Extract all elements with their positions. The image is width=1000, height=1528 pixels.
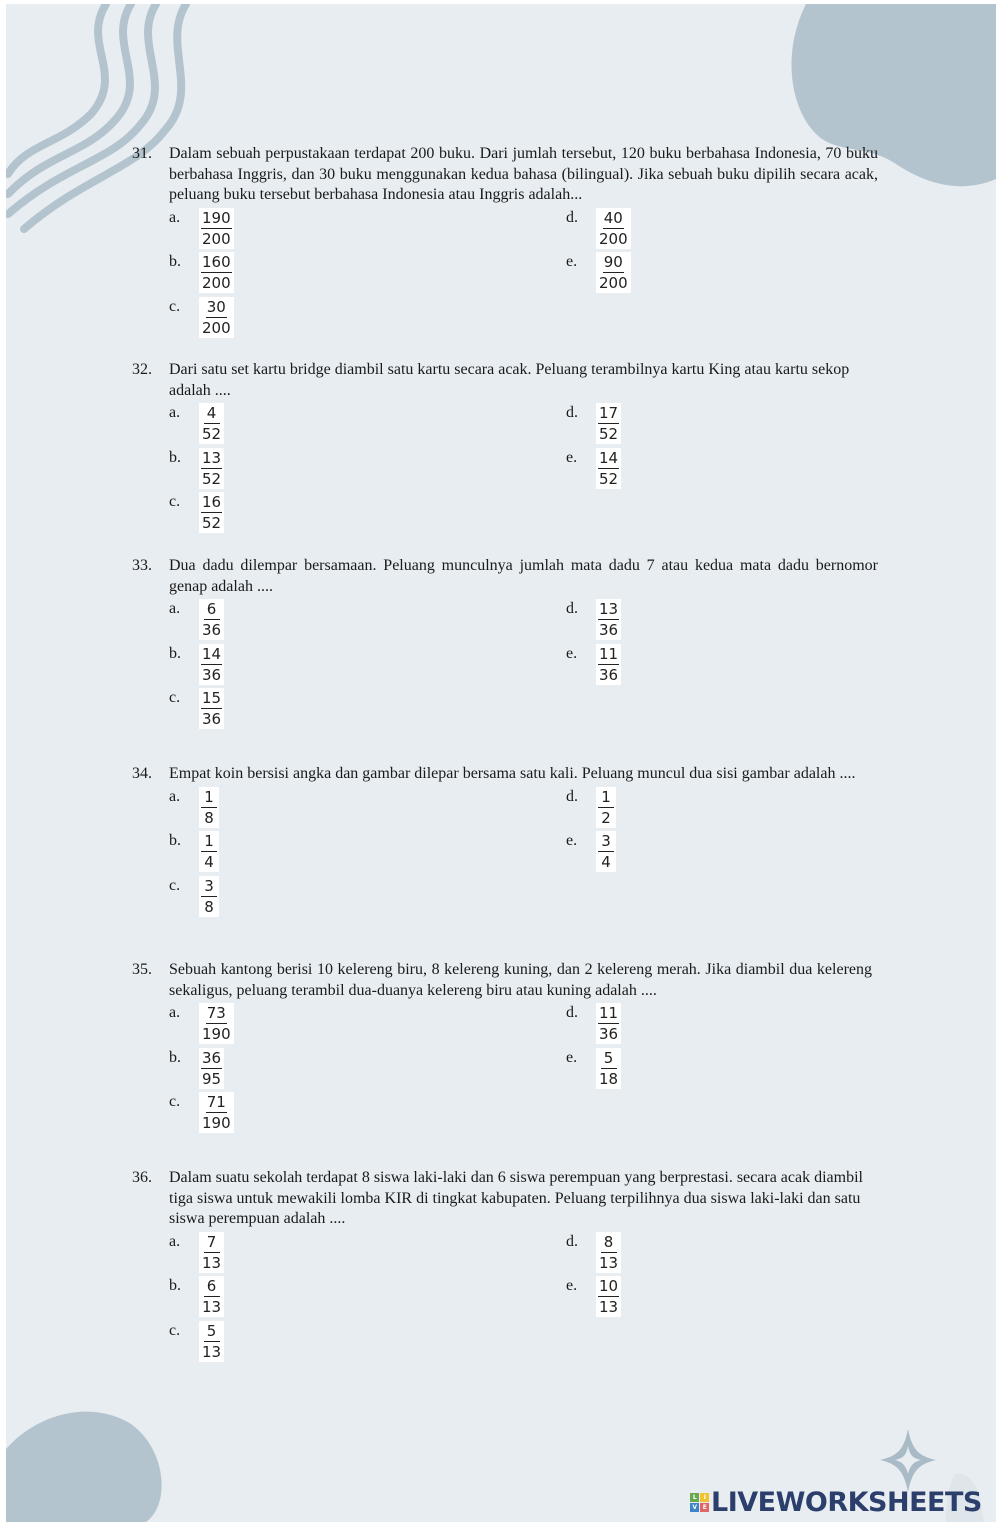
option-e[interactable]: [566, 1048, 766, 1092]
numerator: 1: [201, 787, 217, 808]
numerator: 13: [202, 448, 222, 467]
numerator: 14: [202, 644, 222, 663]
option-letter: b.: [169, 832, 181, 849]
fraction: [596, 252, 631, 293]
option-c[interactable]: [169, 688, 566, 732]
answer-options: [169, 599, 878, 732]
denominator: 36: [202, 665, 222, 684]
option-letter: c.: [169, 876, 181, 894]
option-letter: d.: [566, 787, 578, 805]
fraction: [596, 1003, 621, 1044]
option-letter: e.: [566, 1048, 578, 1066]
fraction: [199, 876, 219, 917]
liveworksheets-logo[interactable]: [690, 1487, 982, 1518]
option-d[interactable]: [566, 1232, 766, 1276]
fraction: [596, 448, 621, 489]
question-text: Sebuah kantong berisi 10 kelereng biru, 8 kelereng kuning, dan 2 kelereng merah. Jika diambil dua kelereng sekaligus, peluang terambil dua-duanya kelereng biru atau kuning adalah ....: [169, 961, 872, 999]
numerator: 190: [202, 208, 231, 227]
bottom-left-blob: [6, 1412, 162, 1522]
question-33: [132, 556, 878, 732]
fraction: [199, 1232, 224, 1273]
option-a[interactable]: [169, 787, 566, 831]
numerator: 90: [603, 253, 623, 271]
fraction: [596, 1048, 621, 1089]
logo-mark-square: E: [700, 1503, 709, 1512]
option-letter: d.: [566, 1004, 578, 1021]
denominator: 36: [202, 710, 222, 728]
denominator: 8: [204, 897, 214, 916]
numerator: 3: [598, 831, 614, 852]
answer-options: [169, 787, 890, 920]
denominator: 2: [601, 808, 611, 827]
option-b[interactable]: [169, 252, 566, 296]
option-c[interactable]: [169, 1321, 566, 1365]
option-c[interactable]: [169, 297, 566, 341]
option-letter: c.: [169, 1093, 181, 1110]
fraction: [199, 1048, 224, 1089]
option-b[interactable]: [169, 1276, 566, 1320]
denominator: 52: [202, 514, 222, 532]
option-a[interactable]: [169, 1003, 566, 1047]
fraction: [199, 297, 234, 338]
fraction: [596, 403, 621, 444]
question-number: 33.: [132, 557, 152, 574]
option-letter: d.: [566, 404, 578, 421]
numerator: 8: [601, 1232, 617, 1253]
numerator: 5: [601, 1048, 617, 1069]
option-letter: c.: [169, 493, 181, 510]
logo-mark-square: V: [690, 1503, 699, 1512]
option-letter: b.: [169, 1277, 181, 1294]
numerator: 160: [202, 253, 231, 271]
denominator: 36: [599, 621, 619, 639]
option-e[interactable]: [566, 644, 766, 688]
fraction: [199, 831, 219, 872]
numerator: 71: [206, 1093, 226, 1111]
denominator: 13: [599, 1298, 619, 1316]
option-d[interactable]: [566, 208, 766, 252]
numerator: 36: [202, 1048, 222, 1067]
fraction: [596, 599, 621, 640]
option-letter: d.: [566, 600, 578, 617]
fraction: [199, 252, 234, 293]
denominator: 52: [202, 469, 222, 488]
option-letter: b.: [169, 644, 181, 662]
answer-options: [169, 1232, 878, 1365]
denominator: 36: [202, 621, 222, 639]
answer-options: [169, 403, 878, 536]
option-letter: d.: [566, 208, 578, 226]
denominator: 200: [202, 318, 231, 337]
option-d[interactable]: [566, 403, 766, 447]
option-letter: c.: [169, 297, 181, 315]
option-letter: a.: [169, 787, 181, 805]
numerator: 11: [599, 644, 619, 663]
denominator: 190: [202, 1114, 231, 1132]
fraction: [199, 1276, 224, 1317]
fraction: [199, 644, 224, 685]
option-letter: e.: [566, 832, 578, 849]
fraction: [596, 644, 621, 685]
denominator: 4: [601, 853, 611, 871]
fraction: [199, 688, 224, 729]
option-letter: b.: [169, 448, 181, 466]
question-35: [132, 960, 878, 1136]
denominator: 13: [202, 1253, 222, 1272]
question-text: Dari satu set kartu bridge diambil satu kartu secara acak. Peluang terambilnya kartu King atau kartu sekop adalah ....: [169, 361, 850, 399]
numerator: 16: [202, 493, 222, 511]
option-letter: e.: [566, 448, 578, 466]
fraction: [199, 403, 224, 444]
option-b[interactable]: [169, 1048, 566, 1092]
fraction: [596, 208, 631, 249]
option-letter: a.: [169, 600, 181, 617]
option-d[interactable]: [566, 599, 766, 643]
fraction: [596, 1232, 621, 1273]
fraction: [199, 787, 219, 828]
fraction: [596, 831, 616, 872]
fraction: [199, 1003, 234, 1044]
denominator: 36: [599, 1025, 619, 1043]
denominator: 52: [599, 469, 619, 488]
fraction: [199, 599, 224, 640]
logo-mark-square: I: [700, 1493, 709, 1502]
numerator: 6: [204, 599, 220, 620]
option-c[interactable]: [169, 1092, 566, 1136]
option-a[interactable]: [169, 403, 566, 447]
fraction: [199, 208, 234, 249]
numerator: 11: [599, 1004, 619, 1022]
denominator: 200: [599, 274, 628, 292]
question-text: Dalam sebuah perpustakaan terdapat 200 buku. Dari jumlah tersebut, 120 buku berbahasa Indonesia, 70 buku berbahasa Inggris, dan 30 buku menggunakan kedua bahasa (bilingual). Jika sebuah buku dipilih secara acak, peluang buku tersebut berbahasa Indonesia atau Inggris adalah...: [169, 145, 878, 203]
denominator: 200: [202, 229, 231, 248]
fraction: [596, 1276, 621, 1317]
fraction: [596, 787, 616, 828]
denominator: 4: [204, 853, 214, 871]
worksheet-page: [6, 4, 996, 1522]
denominator: 52: [202, 425, 222, 443]
option-letter: b.: [169, 1048, 181, 1066]
answer-options: [169, 1003, 878, 1136]
option-b[interactable]: [169, 644, 566, 688]
numerator: 14: [599, 448, 619, 467]
option-b[interactable]: [169, 831, 566, 875]
question-number: 34.: [132, 765, 152, 782]
denominator: 18: [599, 1069, 619, 1088]
numerator: 10: [599, 1277, 619, 1295]
question-number: 36.: [132, 1169, 152, 1186]
logo-mark-square: L: [690, 1493, 699, 1502]
option-letter: a.: [169, 208, 181, 226]
question-text: Dalam suatu sekolah terdapat 8 siswa laki-laki dan 6 siswa perempuan yang berprestasi. secara acak diambil tiga siswa untuk mewakili lomba KIR di tingkat kabupaten. Peluang terpilihnya dua siswa laki-laki dan satu siswa perempuan adalah ....: [169, 1169, 863, 1227]
numerator: 5: [204, 1321, 220, 1342]
option-c[interactable]: [169, 492, 566, 536]
question-text: Dua dadu dilempar bersamaan. Peluang munculnya jumlah mata dadu 7 atau kedua mata dadu bernomor genap adalah ....: [169, 557, 878, 595]
question-number: 32.: [132, 361, 152, 378]
numerator: 6: [204, 1276, 220, 1297]
option-letter: b.: [169, 253, 181, 270]
option-e[interactable]: [566, 252, 766, 296]
option-c[interactable]: [169, 876, 566, 920]
denominator: 36: [599, 665, 619, 684]
option-letter: a.: [169, 404, 181, 421]
question-36: [132, 1168, 878, 1364]
numerator: 40: [603, 208, 623, 227]
denominator: 200: [599, 229, 628, 248]
numerator: 30: [206, 297, 226, 316]
numerator: 73: [206, 1004, 226, 1022]
denominator: 13: [202, 1298, 222, 1316]
logo-mark-icon: [690, 1493, 709, 1512]
option-e[interactable]: [566, 831, 766, 875]
option-e[interactable]: [566, 448, 766, 492]
option-letter: e.: [566, 644, 578, 662]
denominator: 13: [599, 1253, 619, 1272]
question-text: Empat koin bersisi angka dan gambar dilepar bersama satu kali. Peluang muncul dua sisi gambar adalah ....: [169, 765, 856, 782]
numerator: 1: [598, 787, 614, 808]
numerator: 3: [201, 876, 217, 897]
question-31: [132, 144, 878, 340]
question-number: 31.: [132, 145, 152, 162]
question-32: [132, 360, 878, 536]
option-e[interactable]: [566, 1276, 766, 1320]
option-letter: a.: [169, 1004, 181, 1021]
denominator: 95: [202, 1069, 222, 1088]
numerator: 1: [201, 831, 217, 852]
option-d[interactable]: [566, 1003, 766, 1047]
option-a[interactable]: [169, 599, 566, 643]
option-letter: c.: [169, 689, 181, 706]
option-a[interactable]: [169, 1232, 566, 1276]
question-34: [132, 764, 890, 919]
denominator: 200: [202, 274, 231, 292]
denominator: 8: [204, 808, 214, 827]
fraction: [199, 1092, 234, 1133]
fraction: [199, 492, 224, 533]
denominator: 52: [599, 425, 619, 443]
option-letter: c.: [169, 1321, 181, 1339]
option-a[interactable]: [169, 208, 566, 252]
fraction: [199, 448, 224, 489]
logo-text: LIVEWORKSHEETS: [711, 1487, 982, 1518]
option-letter: e.: [566, 253, 578, 270]
option-b[interactable]: [169, 448, 566, 492]
denominator: 190: [202, 1025, 231, 1043]
question-number: 35.: [132, 961, 152, 978]
fraction: [199, 1321, 224, 1362]
answer-options: [169, 208, 878, 341]
numerator: 15: [202, 689, 222, 707]
numerator: 7: [204, 1232, 220, 1253]
option-d[interactable]: [566, 787, 766, 831]
numerator: 13: [599, 600, 619, 618]
option-letter: a.: [169, 1232, 181, 1250]
numerator: 4: [204, 403, 220, 424]
numerator: 17: [599, 404, 619, 422]
option-letter: e.: [566, 1277, 578, 1294]
option-letter: d.: [566, 1232, 578, 1250]
denominator: 13: [202, 1342, 222, 1361]
